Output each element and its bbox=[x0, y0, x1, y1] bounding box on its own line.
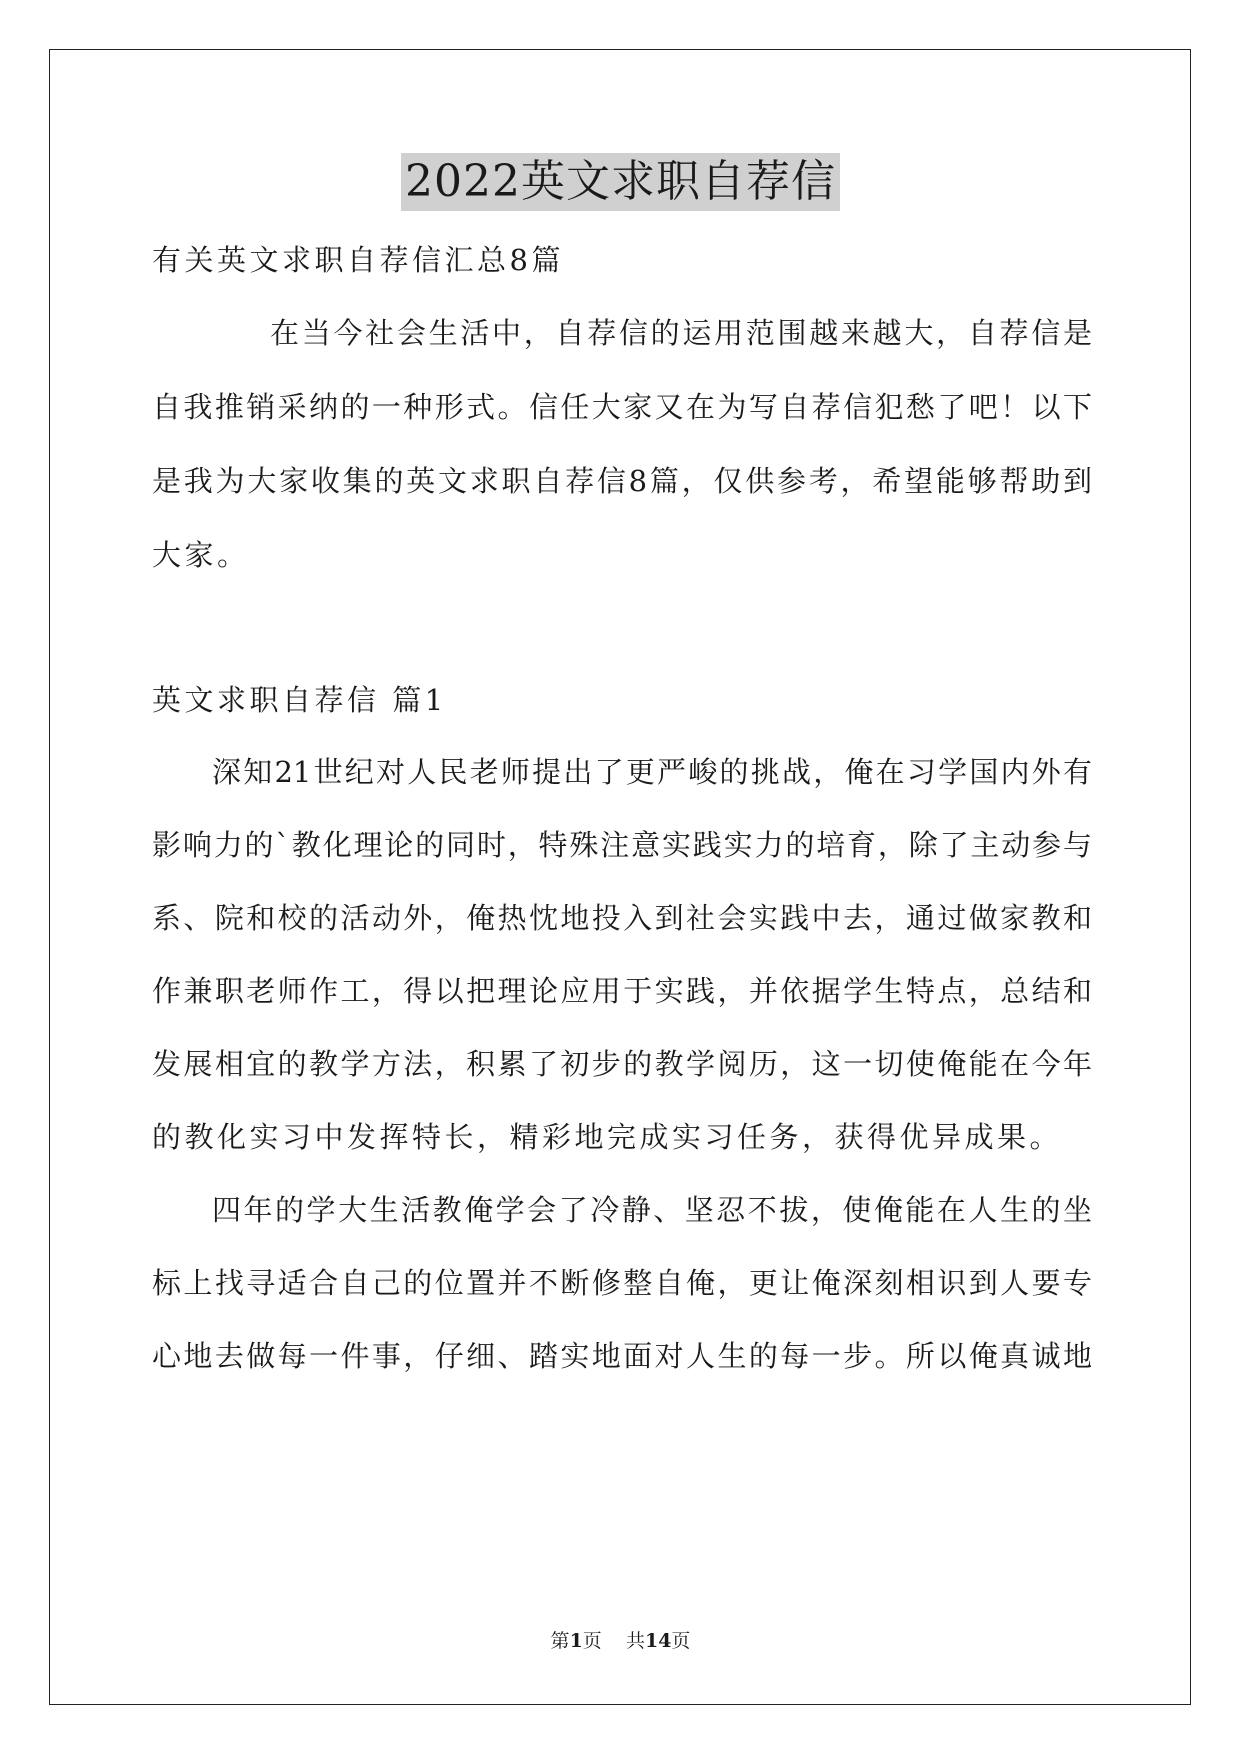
body-line-7: 四年的学大生活教俺学会了冷静、坚忍不拔，使俺能在人生的坐 bbox=[212, 1193, 1092, 1227]
footer-total-pages: 14 bbox=[644, 1630, 672, 1652]
title-container bbox=[0, 153, 1241, 211]
body-line-5: 发展相宜的教学方法，积累了初步的教学阅历，这一切使俺能在今年 bbox=[152, 1047, 1092, 1081]
page-footer bbox=[0, 1628, 1241, 1654]
page-border bbox=[49, 49, 1191, 1705]
intro-line-1: 在当今社会生活中，自荐信的运用范围越来越大，自荐信是 bbox=[270, 316, 1092, 350]
document-title: 2022英文求职自荐信 bbox=[401, 153, 840, 211]
intro-line-4: 大家。 bbox=[152, 538, 250, 572]
intro-line-3: 是我为大家收集的英文求职自荐信8篇，仅供参考，希望能够帮助到 bbox=[152, 464, 1092, 498]
body-line-3: 系、院和校的活动外，俺热忱地投入到社会实践中去，通过做家教和 bbox=[152, 901, 1092, 935]
body-line-8: 标上找寻适合自己的位置并不断修整自俺，更让俺深刻相识到人要专 bbox=[152, 1266, 1092, 1300]
footer-suffix: 页 bbox=[671, 1630, 691, 1652]
body-line-4: 作兼职老师作工，得以把理论应用于实践，并依据学生特点，总结和 bbox=[152, 974, 1092, 1008]
subtitle: 有关英文求职自荐信汇总8篇 bbox=[152, 243, 564, 277]
body-line-2: 影响力的`教化理论的同时，特殊注意实践实力的培育，除了主动参与 bbox=[152, 828, 1092, 862]
footer-mid: 页 共 bbox=[582, 1630, 645, 1652]
body-line-1: 深知21世纪对人民老师提出了更严峻的挑战，俺在习学国内外有 bbox=[212, 755, 1092, 789]
body-line-6: 的教化实习中发挥特长，精彩地完成实习任务，获得优异成果。 bbox=[152, 1120, 1063, 1154]
body-line-9: 心地去做每一件事，仔细、踏实地面对人生的每一步。所以俺真诚地 bbox=[152, 1339, 1092, 1373]
intro-line-2: 自我推销采纳的一种形式。信任大家又在为写自荐信犯愁了吧！以下 bbox=[152, 390, 1092, 424]
section-heading: 英文求职自荐信 篇1 bbox=[152, 683, 447, 717]
footer-prefix: 第 bbox=[550, 1630, 570, 1652]
footer-page-number: 1 bbox=[569, 1630, 583, 1652]
